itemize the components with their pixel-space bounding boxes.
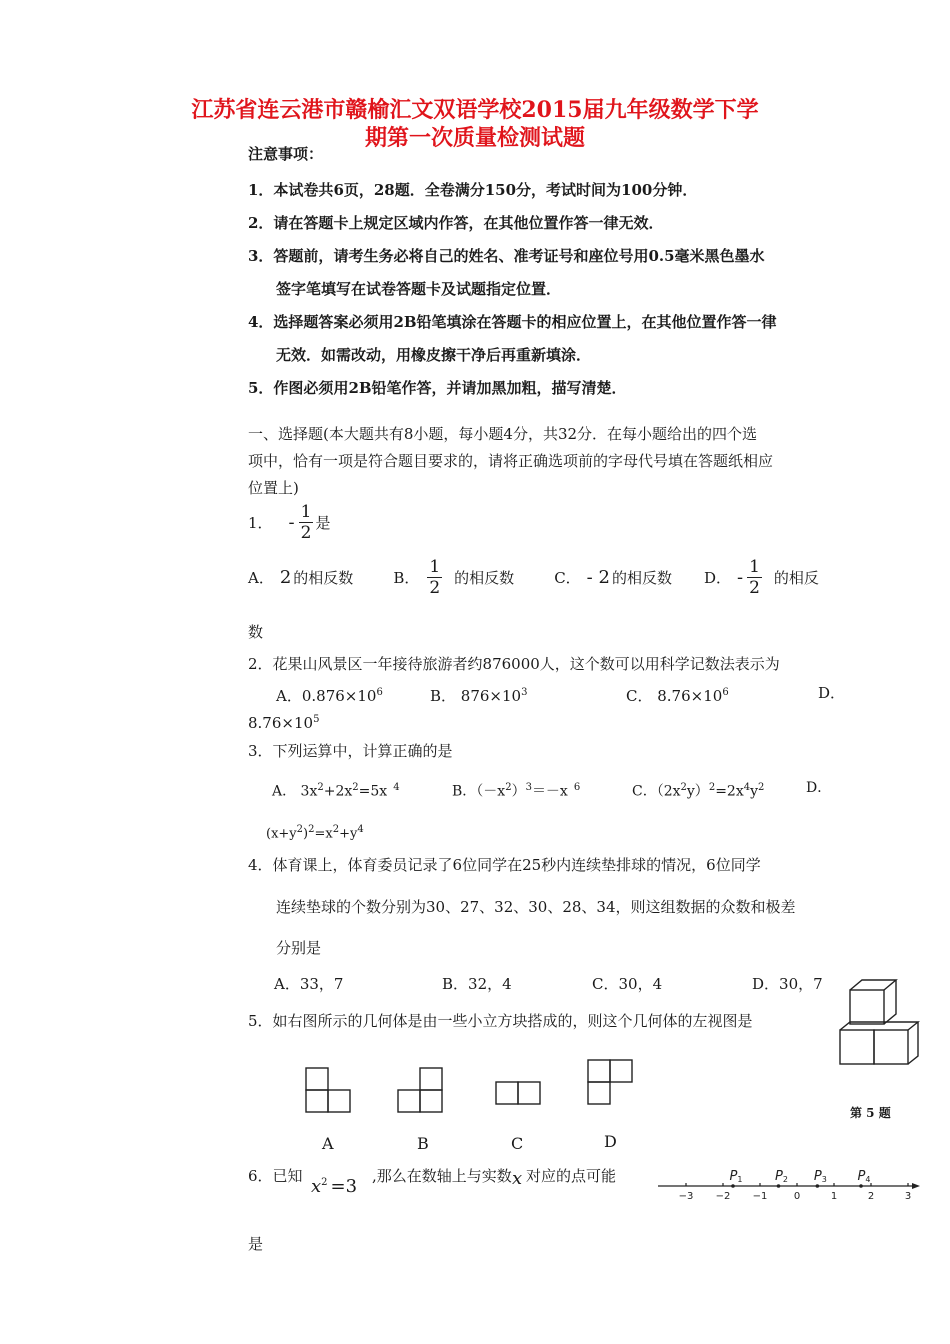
- number-line-tick-label: −3: [678, 1191, 694, 1202]
- q2-option-b: [430, 683, 527, 706]
- number-line-tick-label: 0: [793, 1191, 801, 1202]
- q1-option-a-label: A．: [248, 568, 274, 587]
- section-1-line-1: 一、选择题(本大题共有8小题，每小题4分，共32分．在每小题给出的四个选: [248, 425, 758, 443]
- q3-c-e1: 2: [680, 782, 687, 793]
- question-4-line-1: 4．体育课上，体育委员记录了6位同学在25秒内连续垫排球的情况，6位同学: [248, 856, 761, 874]
- q6-stem-c: 对应的点可能: [526, 1167, 617, 1185]
- q3-b-e3: 6: [573, 782, 581, 793]
- q3-c-p3: =2x: [715, 783, 744, 800]
- notice-heading: 注意事项：: [248, 145, 324, 163]
- number-line-point-label: P1: [729, 1169, 743, 1184]
- q5-option-a-view: [300, 1062, 360, 1116]
- number-line-point: [859, 1184, 863, 1188]
- question-1-stem: [248, 502, 330, 543]
- fraction-numerator: 1: [749, 557, 760, 577]
- q1-option-d-label: D．: [703, 568, 731, 587]
- number-line-point-label: P3: [813, 1169, 827, 1184]
- q3-option-c: [632, 778, 764, 802]
- q3-c-e3: 4: [743, 782, 751, 793]
- notice-item-4: 4．选择题答案必须用2B铅笔填涂在答题卡的相应位置上，在其他位置作答一律: [248, 313, 777, 331]
- q3-c-e4: 2: [758, 782, 765, 793]
- number-line-tick-label: −1: [752, 1191, 768, 1202]
- notice-item-3-cont: 签字笔填写在试卷答题卡及试题指定位置．: [276, 280, 562, 298]
- q1-option-b-text: 的相反数: [454, 568, 515, 587]
- q6-equation: [311, 1176, 357, 1197]
- q5-label-c: C: [511, 1134, 524, 1153]
- q3-c-p4: y: [750, 783, 759, 800]
- q5-label-b: B: [417, 1134, 429, 1153]
- q6-eq-rhs: =3: [330, 1176, 358, 1197]
- q2-option-a-exp: 6: [376, 687, 383, 698]
- square: [518, 1082, 540, 1104]
- fraction-denominator: 2: [749, 578, 760, 598]
- page-title: [0, 96, 950, 152]
- q3-d-e4: 4: [357, 824, 364, 835]
- number-line-tick-label: 3: [904, 1191, 912, 1202]
- q2-option-b-exp: 3: [521, 687, 528, 698]
- q2-option-c-text: C． 8.76×10: [626, 687, 723, 705]
- question-1-number: 1．: [248, 513, 273, 532]
- square: [398, 1090, 420, 1112]
- number-line-tick-label: 2: [867, 1191, 875, 1202]
- q2-option-a: [276, 683, 383, 706]
- q3-a-p1: A． 3x: [272, 783, 318, 800]
- question-1-neg: -: [288, 511, 295, 533]
- number-line-arrow: [912, 1183, 920, 1189]
- q2-option-b-text: B． 876×10: [430, 687, 522, 705]
- question-1-fraction: [299, 502, 314, 543]
- square: [420, 1090, 442, 1112]
- q2-option-c: [626, 683, 729, 706]
- q6-stem-b: ,那么在数轴上与实数: [372, 1167, 512, 1185]
- fraction-denominator: 2: [300, 523, 312, 543]
- q1-option-b-fraction: [427, 557, 442, 598]
- title-line-2: 期第一次质量检测试题: [364, 125, 585, 151]
- top-cube-top: [850, 980, 896, 990]
- number-line-tick-label: −2: [715, 1191, 731, 1202]
- square: [306, 1068, 328, 1090]
- q5-label-d: D: [604, 1132, 617, 1151]
- q3-c-e2: 2: [708, 782, 716, 793]
- question-4-line-3: 分别是: [276, 939, 322, 957]
- q5-label-a: A: [322, 1134, 334, 1153]
- top-cube-front: [850, 990, 884, 1024]
- q3-d-e3: 2: [332, 824, 340, 835]
- q3-a-e2: 2: [352, 782, 359, 793]
- q1-option-d-wrap: 数: [248, 623, 264, 641]
- q2-option-c-exp: 6: [722, 687, 729, 698]
- q4-option-c: C．30，4: [592, 975, 663, 993]
- q2-option-d-exp: 5: [313, 714, 320, 725]
- fraction-numerator: 1: [300, 502, 312, 522]
- question-1-suffix: 是: [315, 513, 331, 532]
- q1-option-c-label: C．: [554, 568, 581, 587]
- q5-option-c-view: [490, 1078, 550, 1110]
- q3-option-d: [266, 820, 364, 844]
- number-line-point: [777, 1184, 781, 1188]
- notice-item-1: 1．本试卷共6页，28题．全卷满分150分，考试时间为100分钟．: [248, 181, 698, 199]
- q3-option-b: [452, 778, 580, 802]
- q3-b-p3: ＝－x: [531, 783, 568, 800]
- q2-option-d-label: D．: [818, 684, 846, 702]
- q3-d-p2: ): [303, 826, 309, 842]
- number-line-tick-label: 1: [830, 1191, 838, 1202]
- section-1-line-3: 位置上): [248, 479, 299, 497]
- bottom-cube-right: [874, 1030, 908, 1064]
- q6-stem-a: 6．已知: [248, 1167, 303, 1185]
- q1-option-c-value: - 2: [586, 566, 610, 588]
- top-cube-side: [884, 980, 896, 1024]
- q3-b-e1: 2: [505, 782, 512, 793]
- q3-a-e3: 4: [393, 782, 400, 793]
- square: [588, 1060, 610, 1082]
- q3-option-a: [272, 778, 400, 802]
- number-line-point: [816, 1184, 820, 1188]
- q3-a-p2: +2x: [323, 783, 353, 800]
- question-5-stem: 5．如右图所示的几何体是由一些小立方块搭成的，则这个几何体的左视图是: [248, 1012, 753, 1030]
- q1-option-d-text: 的相反: [773, 568, 819, 587]
- bottom-cube-left: [840, 1030, 874, 1064]
- square: [588, 1082, 610, 1104]
- q3-d-p1: (x+y: [266, 826, 297, 842]
- q3-c-p2: y）: [686, 783, 709, 800]
- square: [496, 1082, 518, 1104]
- fraction-denominator: 2: [429, 578, 441, 598]
- q1-option-b-label: B．: [393, 568, 420, 587]
- q6-eq-exp: 2: [321, 1177, 328, 1188]
- square: [306, 1090, 328, 1112]
- q1-option-a-value: 2: [279, 566, 292, 588]
- q1-option-c-text: 的相反数: [611, 568, 672, 587]
- q3-b-e2: 3: [525, 782, 532, 793]
- q4-option-b: B．32，4: [442, 975, 512, 993]
- q4-option-a: A．33，7: [274, 975, 344, 993]
- q3-b-p1: B．（－x: [452, 783, 506, 800]
- q3-d-e2: 2: [308, 824, 315, 835]
- q1-option-d-fraction: [747, 557, 762, 598]
- q2-option-a-text: A．0.876×10: [276, 687, 377, 705]
- question-1-options: [248, 557, 848, 598]
- number-line-point-label: P2: [775, 1169, 788, 1184]
- q6-var-x: x: [512, 1168, 523, 1189]
- q5-option-b-view: [392, 1062, 452, 1116]
- q5-option-d-view: [582, 1054, 642, 1108]
- question-4-line-2: 连续垫球的个数分别为30、27、32、30、28、34，则这组数据的众数和极差: [276, 898, 796, 916]
- q3-d-e1: 2: [296, 824, 304, 835]
- q3-b-p2: ）: [511, 783, 526, 800]
- square: [610, 1060, 632, 1082]
- square: [328, 1090, 350, 1112]
- q3-option-d-label: D．: [806, 780, 832, 796]
- q3-d-p3: =x: [314, 826, 333, 842]
- notice-item-3: 3．答题前，请考生务必将自己的姓名、准考证号和座位号用0.5毫米黑色墨水: [248, 247, 765, 265]
- question-2-stem: 2．花果山风景区一年接待旅游者约876000人，这个数可以用科学记数法表示为: [248, 655, 780, 673]
- q3-a-p3: =5x: [358, 783, 388, 800]
- number-line-point: [731, 1184, 735, 1188]
- question-5-figure-caption: 第 5 题: [850, 1106, 891, 1120]
- bottom-cubes-top: [840, 1022, 918, 1030]
- q6-stem-wrap: 是: [248, 1235, 264, 1253]
- title-line-1: 江苏省连云港市赣榆汇文双语学校2015届九年级数学下学: [191, 97, 759, 123]
- q2-option-d-text: 8.76×10: [248, 714, 314, 732]
- q3-d-p4: +y: [339, 826, 358, 842]
- q2-option-d: [248, 710, 319, 733]
- question-3-stem: 3．下列运算中，计算正确的是: [248, 742, 453, 760]
- q4-option-d: D．30，7: [752, 975, 823, 993]
- question-5-cube-figure: [834, 974, 920, 1074]
- number-line-point-label: P4: [857, 1169, 871, 1184]
- square: [420, 1068, 442, 1090]
- number-line-points: [730, 1169, 871, 1188]
- notice-item-4-cont: 无效．如需改动，用橡皮擦干净后再重新填涂．: [276, 346, 592, 364]
- q6-eq-x: x: [311, 1176, 322, 1197]
- q1-option-d-neg: -: [736, 566, 744, 588]
- notice-item-5: 5．作图必须用2B铅笔作答，并请加黑加粗，描写清楚．: [248, 379, 627, 397]
- fraction-numerator: 1: [429, 557, 441, 577]
- notice-item-2: 2．请在答题卡上规定区域内作答，在其他位置作答一律无效．: [248, 214, 664, 232]
- section-1-line-2: 项中，恰有一项是符合题目要求的，请将正确选项前的字母代号填在答题纸相应: [248, 452, 774, 470]
- q3-a-e1: 2: [317, 782, 324, 793]
- q6-number-line: [654, 1160, 924, 1204]
- q3-c-p1: C．（2x: [632, 783, 681, 800]
- q1-option-a-text: 的相反数: [293, 568, 354, 587]
